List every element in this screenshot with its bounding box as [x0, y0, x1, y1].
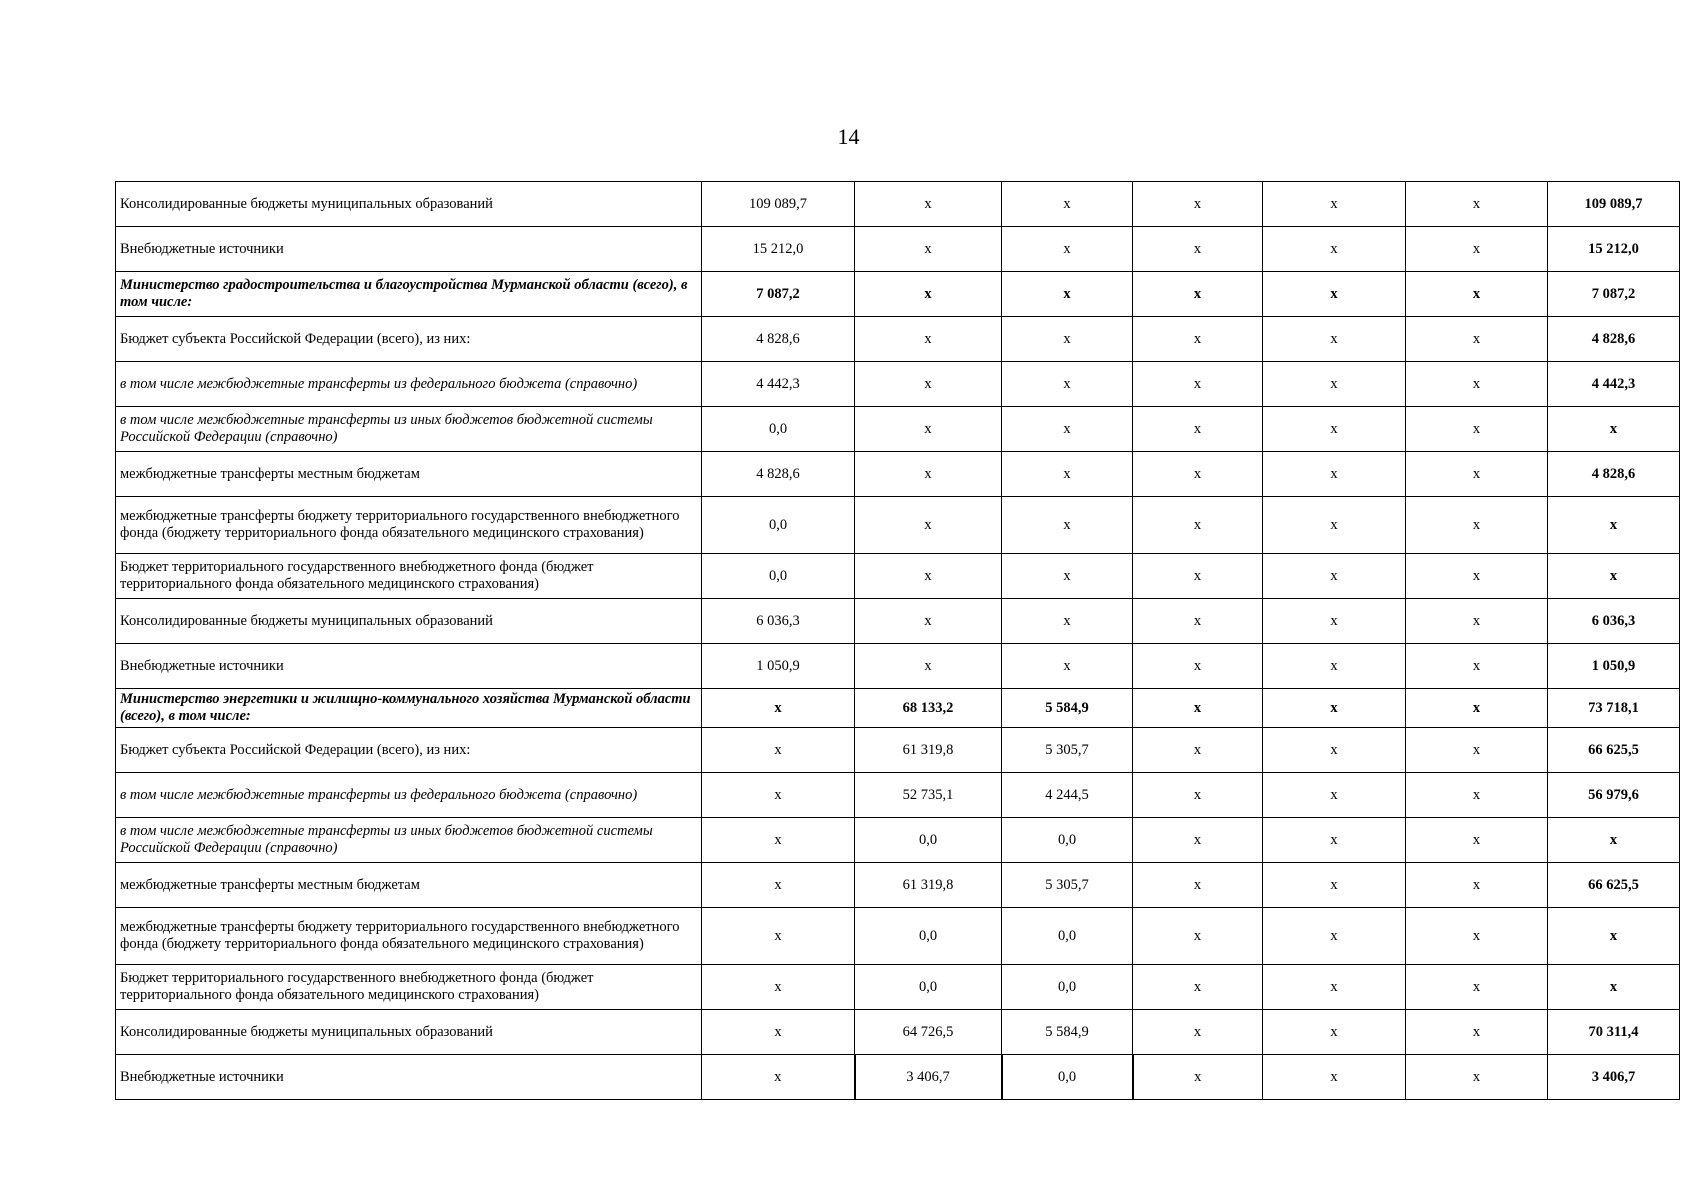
value-cell: х	[1406, 818, 1548, 863]
row-label: Внебюджетные источники	[116, 644, 702, 689]
value-cell: х	[1133, 497, 1263, 554]
value-cell: х	[1002, 182, 1133, 227]
row-total-cell: 56 979,6	[1548, 773, 1680, 818]
row-total-cell: 66 625,5	[1548, 863, 1680, 908]
table-row	[116, 689, 1680, 728]
row-label: межбюджетные трансферты местным бюджетам	[116, 452, 702, 497]
table-row	[116, 908, 1680, 965]
value-cell: х	[1133, 407, 1263, 452]
row-label: межбюджетные трансферты местным бюджетам	[116, 863, 702, 908]
row-label: в том числе межбюджетные трансферты из иных бюджетов бюджетной системы Российской Федерации (справочно)	[116, 407, 702, 452]
value-cell: 15 212,0	[702, 227, 855, 272]
value-cell: х	[1263, 272, 1406, 317]
budget-table	[115, 181, 1680, 1100]
value-cell: 0,0	[1002, 818, 1133, 863]
value-cell: х	[855, 644, 1002, 689]
row-label: Бюджет субъекта Российской Федерации (всего), из них:	[116, 728, 702, 773]
value-cell: х	[1406, 689, 1548, 728]
value-cell: х	[855, 497, 1002, 554]
row-total-cell: х	[1548, 908, 1680, 965]
row-label: Консолидированные бюджеты муниципальных образований	[116, 1010, 702, 1055]
value-cell: х	[855, 272, 1002, 317]
value-cell: 0,0	[855, 818, 1002, 863]
value-cell: 64 726,5	[855, 1010, 1002, 1055]
row-label: межбюджетные трансферты бюджету территориального государственного внебюджетного фонда (бюджету территориального фонда обязательного медицинского страхования)	[116, 908, 702, 965]
value-cell: х	[1406, 497, 1548, 554]
value-cell: 61 319,8	[855, 863, 1002, 908]
value-cell: 0,0	[1002, 965, 1133, 1010]
row-label: Бюджет территориального государственного внебюджетного фонда (бюджет территориального фонда обязательного медицинского страхования)	[116, 554, 702, 599]
row-label: межбюджетные трансферты бюджету территориального государственного внебюджетного фонда (бюджету территориального фонда обязательного медицинского страхования)	[116, 497, 702, 554]
row-total-cell: 3 406,7	[1548, 1055, 1680, 1100]
value-cell: х	[702, 965, 855, 1010]
value-cell: х	[1133, 728, 1263, 773]
row-label: Консолидированные бюджеты муниципальных образований	[116, 599, 702, 644]
value-cell: 0,0	[855, 965, 1002, 1010]
table-row	[116, 452, 1680, 497]
value-cell: х	[702, 818, 855, 863]
value-cell: х	[1406, 182, 1548, 227]
row-label: в том числе межбюджетные трансферты из федерального бюджета (справочно)	[116, 773, 702, 818]
value-cell: х	[1002, 317, 1133, 362]
row-label: в том числе межбюджетные трансферты из иных бюджетов бюджетной системы Российской Федерации (справочно)	[116, 818, 702, 863]
value-cell: х	[855, 452, 1002, 497]
table-row	[116, 227, 1680, 272]
value-cell: х	[1002, 599, 1133, 644]
value-cell: х	[1133, 908, 1263, 965]
value-cell: 5 584,9	[1002, 1010, 1133, 1055]
table-row	[116, 863, 1680, 908]
table-row	[116, 965, 1680, 1010]
value-cell: х	[1133, 362, 1263, 407]
value-cell: х	[1133, 317, 1263, 362]
value-cell: х	[702, 863, 855, 908]
value-cell: х	[1406, 599, 1548, 644]
value-cell: х	[1133, 554, 1263, 599]
value-cell: х	[855, 554, 1002, 599]
value-cell: х	[1133, 599, 1263, 644]
value-cell: х	[1263, 689, 1406, 728]
value-cell: х	[1133, 182, 1263, 227]
value-cell: 1 050,9	[702, 644, 855, 689]
value-cell: х	[1406, 908, 1548, 965]
value-cell: 4 828,6	[702, 452, 855, 497]
value-cell: х	[855, 599, 1002, 644]
table-row	[116, 182, 1680, 227]
row-label: Внебюджетные источники	[116, 1055, 702, 1100]
value-cell: х	[1263, 1055, 1406, 1100]
value-cell: х	[1133, 1055, 1263, 1100]
value-cell: 109 089,7	[702, 182, 855, 227]
value-cell: х	[1002, 554, 1133, 599]
page-number: 14	[837, 124, 860, 149]
value-cell: 0,0	[702, 407, 855, 452]
table-body	[116, 182, 1680, 1100]
value-cell: х	[1406, 644, 1548, 689]
row-total-cell: 4 828,6	[1548, 452, 1680, 497]
value-cell: х	[702, 908, 855, 965]
value-cell: х	[1406, 317, 1548, 362]
row-label: Министерство градостроительства и благоустройства Мурманской области (всего), в том числе:	[116, 272, 702, 317]
value-cell: 0,0	[855, 908, 1002, 965]
value-cell: х	[1406, 272, 1548, 317]
value-cell: х	[1133, 227, 1263, 272]
table-row	[116, 1010, 1680, 1055]
value-cell: х	[702, 773, 855, 818]
value-cell: х	[1133, 818, 1263, 863]
value-cell: 5 305,7	[1002, 863, 1133, 908]
row-total-cell: 66 625,5	[1548, 728, 1680, 773]
value-cell: х	[702, 1010, 855, 1055]
row-label: Бюджет субъекта Российской Федерации (всего), из них:	[116, 317, 702, 362]
table-row	[116, 317, 1680, 362]
table-row	[116, 554, 1680, 599]
row-total-cell: 6 036,3	[1548, 599, 1680, 644]
value-cell: х	[1406, 863, 1548, 908]
value-cell: 0,0	[1002, 908, 1133, 965]
value-cell: х	[1133, 272, 1263, 317]
row-label: в том числе межбюджетные трансферты из федерального бюджета (справочно)	[116, 362, 702, 407]
value-cell: 4 442,3	[702, 362, 855, 407]
value-cell: х	[1133, 1010, 1263, 1055]
value-cell: х	[1406, 407, 1548, 452]
value-cell: х	[1002, 362, 1133, 407]
value-cell: х	[1263, 1010, 1406, 1055]
value-cell: х	[702, 728, 855, 773]
table-row	[116, 497, 1680, 554]
value-cell: х	[1263, 317, 1406, 362]
value-cell: х	[1263, 407, 1406, 452]
value-cell: 3 406,7	[855, 1055, 1002, 1100]
value-cell: 0,0	[702, 554, 855, 599]
value-cell: х	[1002, 272, 1133, 317]
value-cell: х	[1263, 227, 1406, 272]
value-cell: 4 244,5	[1002, 773, 1133, 818]
value-cell: х	[1263, 728, 1406, 773]
row-total-cell: х	[1548, 407, 1680, 452]
value-cell: х	[855, 227, 1002, 272]
value-cell: 52 735,1	[855, 773, 1002, 818]
row-total-cell: 1 050,9	[1548, 644, 1680, 689]
value-cell: х	[1263, 863, 1406, 908]
row-total-cell: х	[1548, 818, 1680, 863]
value-cell: х	[1406, 773, 1548, 818]
row-total-cell: х	[1548, 965, 1680, 1010]
row-total-cell: 109 089,7	[1548, 182, 1680, 227]
value-cell: х	[1133, 689, 1263, 728]
row-total-cell: 4 828,6	[1548, 317, 1680, 362]
value-cell: х	[1133, 452, 1263, 497]
value-cell: 5 305,7	[1002, 728, 1133, 773]
value-cell: х	[702, 1055, 855, 1100]
row-total-cell: 73 718,1	[1548, 689, 1680, 728]
value-cell: х	[1263, 554, 1406, 599]
table-row	[116, 818, 1680, 863]
table-row	[116, 728, 1680, 773]
value-cell: х	[855, 182, 1002, 227]
value-cell: х	[1406, 1010, 1548, 1055]
value-cell: х	[1263, 965, 1406, 1010]
value-cell: 4 828,6	[702, 317, 855, 362]
row-total-cell: 70 311,4	[1548, 1010, 1680, 1055]
row-total-cell: х	[1548, 554, 1680, 599]
value-cell: х	[1263, 644, 1406, 689]
value-cell: х	[1002, 644, 1133, 689]
value-cell: х	[1133, 863, 1263, 908]
row-total-cell: 7 087,2	[1548, 272, 1680, 317]
value-cell: х	[1133, 965, 1263, 1010]
value-cell: х	[1406, 362, 1548, 407]
value-cell: х	[855, 317, 1002, 362]
value-cell: х	[1263, 362, 1406, 407]
row-label: Министерство энергетики и жилищно-коммунального хозяйства Мурманской области (всего), в том числе:	[116, 689, 702, 728]
value-cell: х	[1406, 728, 1548, 773]
value-cell: х	[1002, 407, 1133, 452]
table-row	[116, 773, 1680, 818]
table-row	[116, 644, 1680, 689]
value-cell: х	[1263, 818, 1406, 863]
value-cell: х	[1263, 182, 1406, 227]
value-cell: х	[1002, 452, 1133, 497]
table-row	[116, 362, 1680, 407]
value-cell: х	[1263, 452, 1406, 497]
value-cell: х	[1263, 908, 1406, 965]
table-row	[116, 407, 1680, 452]
value-cell: 6 036,3	[702, 599, 855, 644]
value-cell: 5 584,9	[1002, 689, 1133, 728]
value-cell: х	[1406, 965, 1548, 1010]
value-cell: х	[1406, 1055, 1548, 1100]
value-cell: 68 133,2	[855, 689, 1002, 728]
table-row	[116, 1055, 1680, 1100]
value-cell: х	[1406, 554, 1548, 599]
value-cell: х	[1263, 773, 1406, 818]
row-label: Внебюджетные источники	[116, 227, 702, 272]
row-label: Консолидированные бюджеты муниципальных образований	[116, 182, 702, 227]
value-cell: х	[855, 407, 1002, 452]
row-label: Бюджет территориального государственного внебюджетного фонда (бюджет территориального фонда обязательного медицинского страхования)	[116, 965, 702, 1010]
value-cell: х	[1406, 227, 1548, 272]
row-total-cell: х	[1548, 497, 1680, 554]
row-total-cell: 15 212,0	[1548, 227, 1680, 272]
table-row	[116, 599, 1680, 644]
value-cell: 61 319,8	[855, 728, 1002, 773]
value-cell: х	[1133, 773, 1263, 818]
value-cell: х	[1133, 644, 1263, 689]
value-cell: 7 087,2	[702, 272, 855, 317]
value-cell: х	[1002, 227, 1133, 272]
value-cell: х	[1263, 497, 1406, 554]
value-cell: 0,0	[1002, 1055, 1133, 1100]
value-cell: х	[855, 362, 1002, 407]
value-cell: х	[1263, 599, 1406, 644]
row-total-cell: 4 442,3	[1548, 362, 1680, 407]
value-cell: х	[1002, 497, 1133, 554]
value-cell: х	[702, 689, 855, 728]
table-row	[116, 272, 1680, 317]
value-cell: х	[1406, 452, 1548, 497]
value-cell: 0,0	[702, 497, 855, 554]
